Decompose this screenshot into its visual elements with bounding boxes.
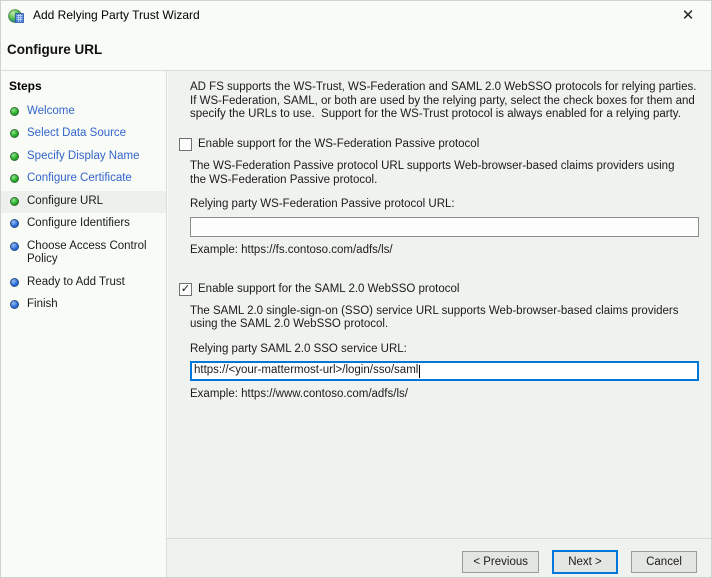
step-bullet-icon xyxy=(10,242,19,251)
footer-bar xyxy=(167,538,711,577)
step-item-configure-identifiers xyxy=(1,213,166,236)
saml-description: The SAML 2.0 single-sign-on (SSO) service URL supports Web-browser-based claims providers using the SAML 2.0 WebSSO protocol. xyxy=(190,304,679,330)
saml-example-text: Example: https://www.contoso.com/adfs/ls/ xyxy=(190,388,408,400)
step-label: Configure URL xyxy=(27,194,104,207)
step-item-finish xyxy=(1,294,166,317)
step-bullet-icon xyxy=(10,300,19,309)
title-bar[interactable] xyxy=(1,1,711,31)
step-item-specify-display-name[interactable] xyxy=(1,146,166,169)
intro-text: AD FS supports the WS-Trust, WS-Federation and SAML 2.0 WebSSO protocols for relying parties. If WS-Federation, SAML, or both are used by the relying party, select the check boxes for them and specify the URLs to use. Support for the WS-Trust protocol is always enabled for a relying party. xyxy=(190,81,703,120)
saml-url-label: Relying party SAML 2.0 SSO service URL: xyxy=(190,342,407,355)
saml-url-input[interactable] xyxy=(190,361,699,381)
saml-checkbox-label: Enable support for the SAML 2.0 WebSSO protocol xyxy=(198,283,460,295)
step-label: Configure Identifiers xyxy=(27,217,130,229)
step-bullet-icon xyxy=(10,197,19,206)
next-button[interactable]: Next > xyxy=(552,550,618,574)
cancel-button[interactable]: Cancel xyxy=(631,551,697,573)
previous-button[interactable]: < Previous xyxy=(462,551,539,573)
step-label: Ready to Add Trust xyxy=(27,275,125,288)
page-title: Configure URL xyxy=(7,42,103,57)
step-label: Welcome xyxy=(27,104,75,117)
wsfed-url-input[interactable] xyxy=(190,217,699,237)
step-bullet-icon xyxy=(10,278,19,287)
steps-sidebar xyxy=(1,71,167,577)
step-bullet-icon xyxy=(10,219,19,228)
step-label: Choose Access Control Policy xyxy=(27,239,147,265)
step-bullet-icon xyxy=(10,152,19,161)
step-item-configure-certificate[interactable] xyxy=(1,168,166,191)
adfs-app-icon xyxy=(8,8,25,25)
step-bullet-icon xyxy=(10,129,19,138)
window-title: Add Relying Party Trust Wizard xyxy=(33,8,200,23)
wsfed-section xyxy=(190,160,697,257)
step-item-select-data-source[interactable] xyxy=(1,123,166,146)
saml-checkbox[interactable]: ✓ xyxy=(180,283,191,295)
wsfed-checkbox-row xyxy=(179,138,697,152)
wsfed-description: The WS-Federation Passive protocol URL supports Web-browser-based claims providers using the WS-Federation Passive protocol. xyxy=(190,160,675,186)
step-item-welcome[interactable] xyxy=(1,101,166,124)
steps-list xyxy=(1,101,166,317)
step-item-ready-to-add-trust xyxy=(1,272,166,295)
step-label: Finish xyxy=(27,298,58,310)
saml-checkbox-row xyxy=(179,283,697,297)
close-icon[interactable]: ✕ xyxy=(681,7,695,25)
wsfed-url-label: Relying party WS-Federation Passive protocol URL: xyxy=(190,198,455,210)
step-bullet-icon xyxy=(10,174,19,183)
wsfed-checkbox[interactable] xyxy=(179,138,192,151)
step-label: Specify Display Name xyxy=(27,149,140,162)
step-label: Select Data Source xyxy=(27,127,127,139)
main-content xyxy=(168,71,711,577)
wsfed-checkbox-label: Enable support for the WS-Federation Passive protocol xyxy=(198,137,480,150)
wsfed-example-text: Example: https://fs.contoso.com/adfs/ls/ xyxy=(190,243,393,256)
saml-url-value: https://<your-mattermost-url>/login/sso/saml xyxy=(194,364,419,377)
text-caret xyxy=(419,365,420,378)
step-label: Configure Certificate xyxy=(27,172,132,184)
saml-section xyxy=(190,305,697,402)
step-item-choose-access-control-policy xyxy=(1,236,166,272)
step-bullet-icon xyxy=(10,107,19,116)
step-item-configure-url xyxy=(1,191,166,214)
steps-header: Steps xyxy=(9,79,42,93)
